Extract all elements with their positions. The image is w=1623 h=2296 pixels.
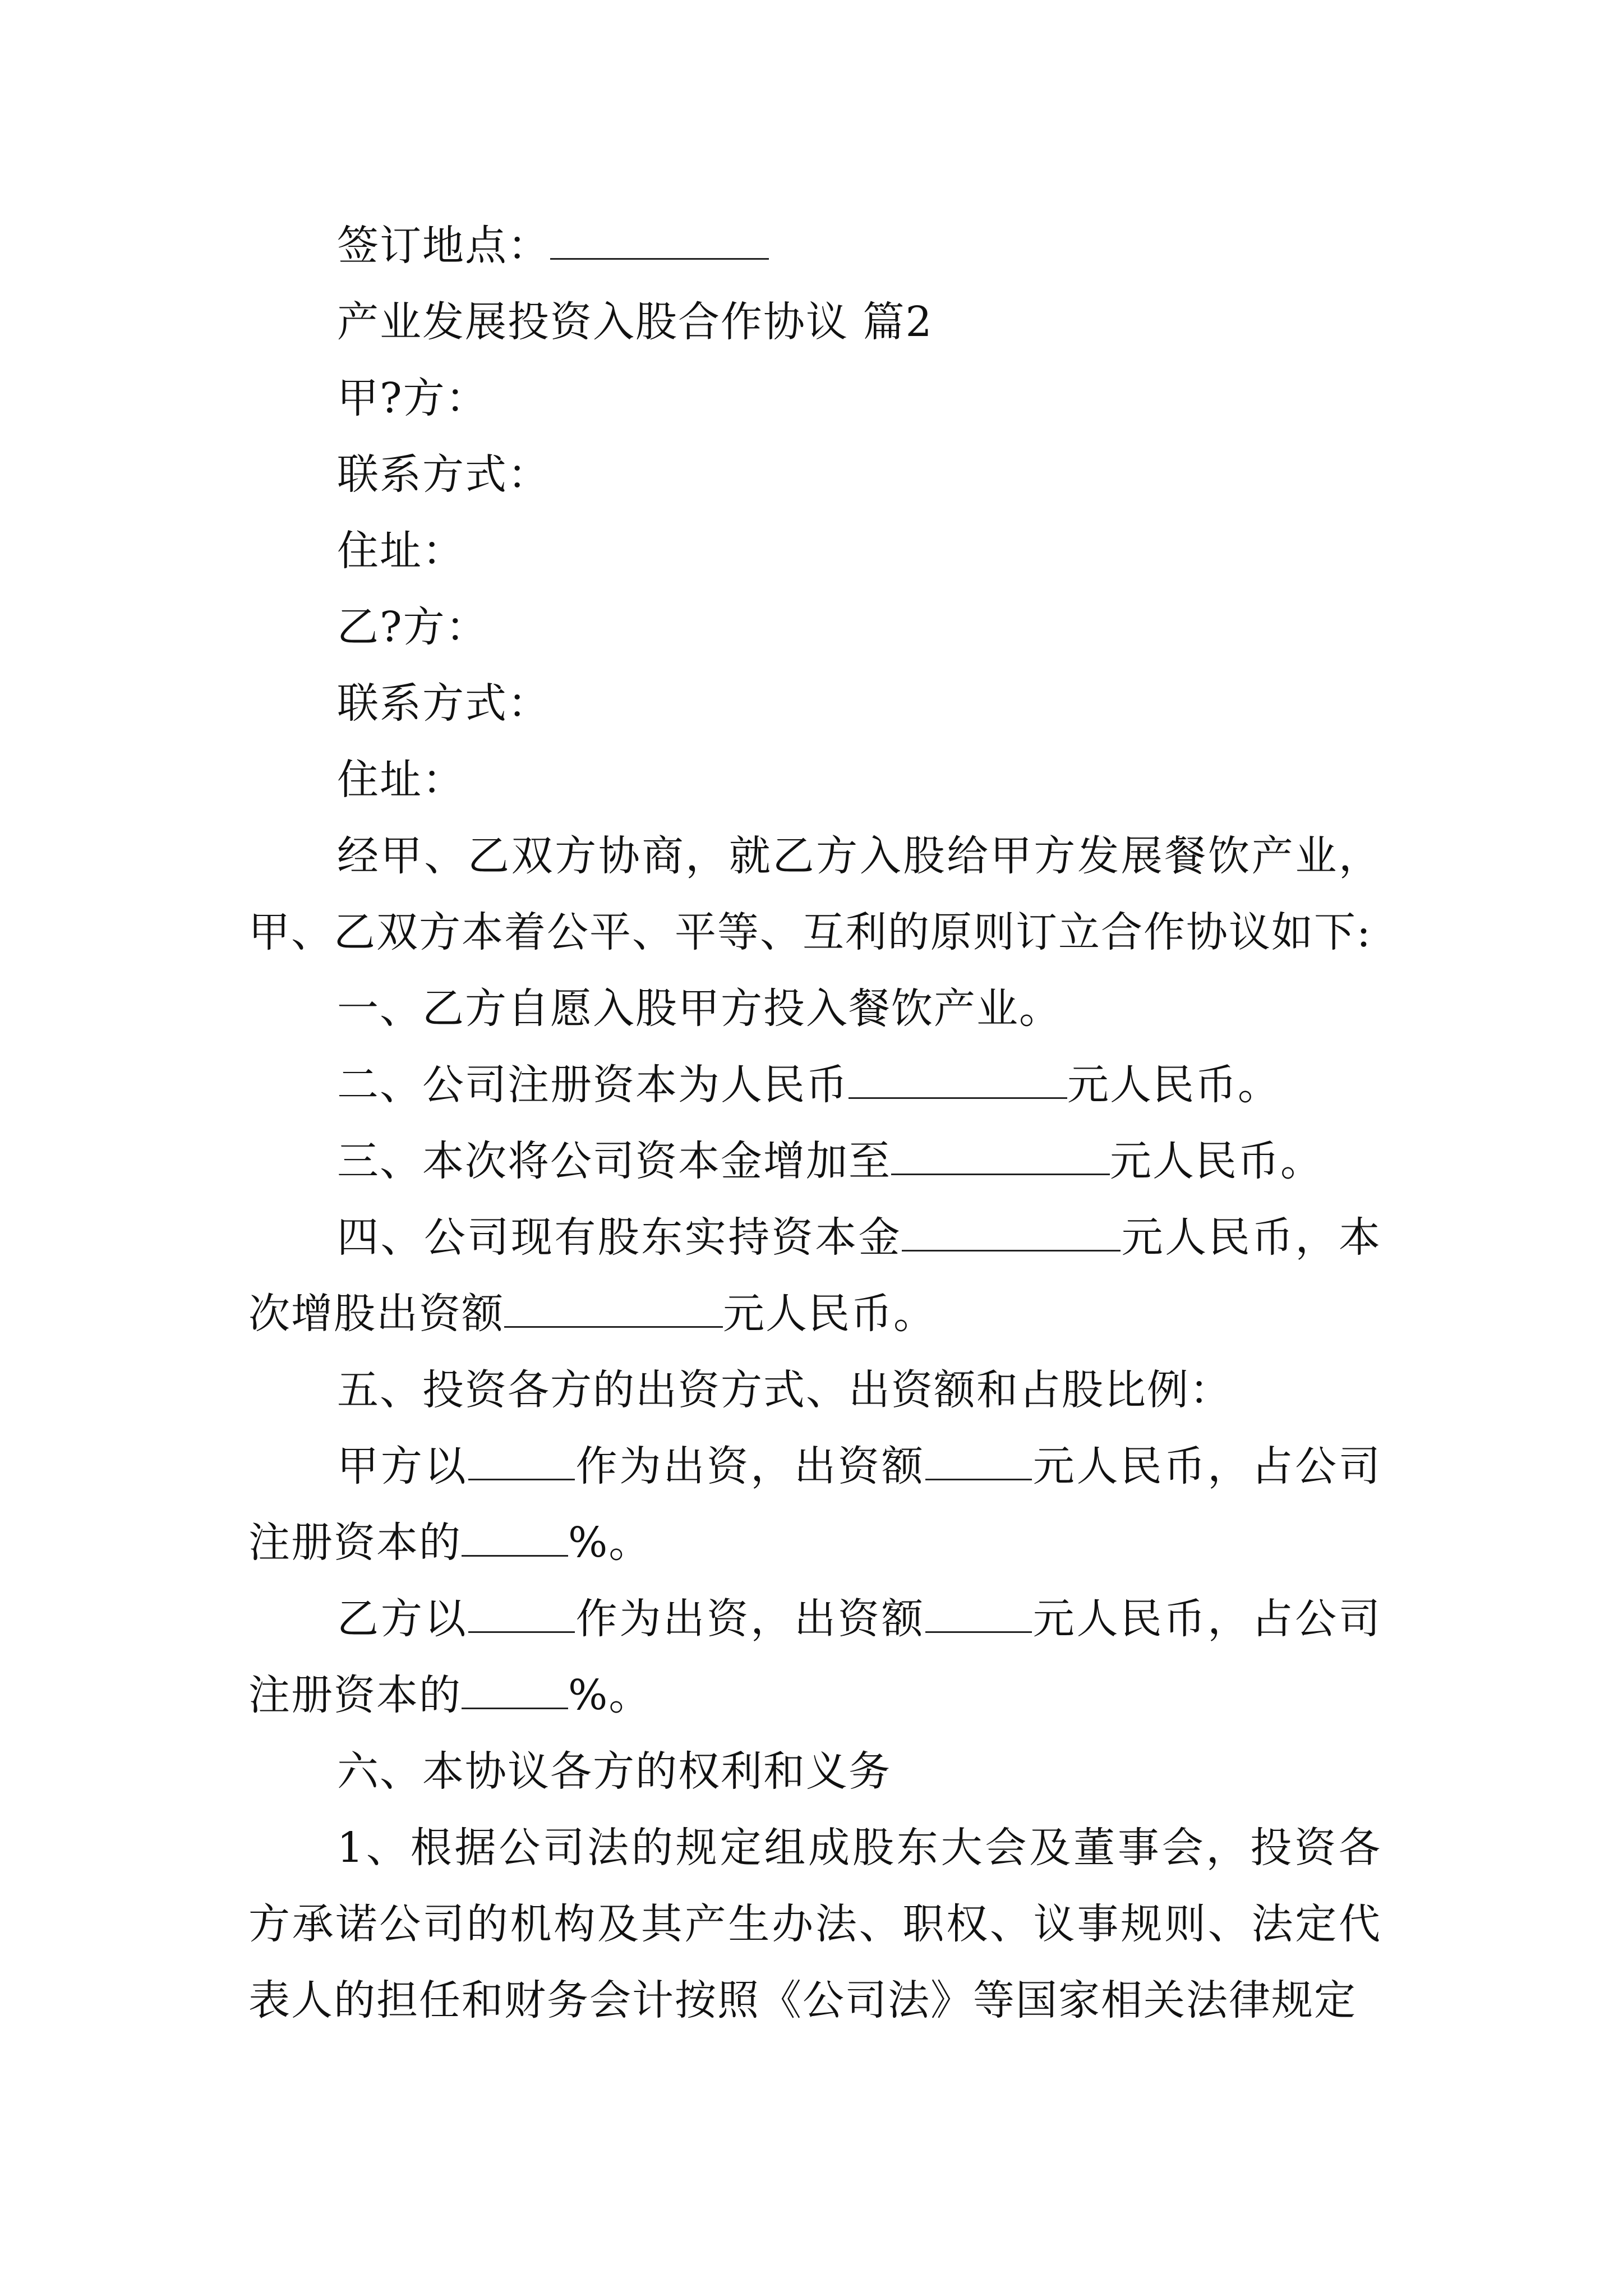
clause-4-blank-1 (902, 1216, 1121, 1251)
party-b-invest-method-blank (468, 1598, 575, 1633)
clause-4-text-a: 四、公司现有股东实持资本金 (337, 1213, 902, 1262)
intro-paragraph: 经甲、乙双方协商，就乙方入股给甲方发展餐饮产业，甲、乙双方本着公平、平等、互利的原则订立合作协议如下: (248, 832, 1381, 956)
party-a-contact-label: 联系方式： (337, 450, 550, 499)
clause-3 (248, 1123, 1381, 1199)
party-a-invest-percent-blank (462, 1521, 568, 1557)
party-a-invest-text-b: 作为出资，出资额 (574, 1442, 925, 1490)
party-a-address-label: 住址： (337, 527, 465, 575)
clause-2 (248, 1047, 1381, 1123)
party-b-invest-text-b: 作为出资，出资额 (574, 1595, 925, 1643)
party-a-label: 甲?方： (337, 374, 488, 422)
sign-place-line (248, 208, 1381, 284)
party-b-label: 乙?方： (337, 603, 488, 651)
party-b-invest-text-d: %。 (568, 1671, 652, 1719)
clause-4-text-b: 元人民币，本次增股出资额 (248, 1213, 1381, 1338)
sign-place-blank (550, 224, 769, 260)
party-b-investment (248, 1581, 1381, 1733)
clause-2-text-b: 元人民币。 (1067, 1061, 1280, 1109)
clause-4-text-c: 元人民币。 (723, 1290, 936, 1338)
clause-3-blank (891, 1140, 1110, 1175)
party-a-invest-method-blank (468, 1445, 575, 1480)
clause-3-text-b: 元人民币。 (1110, 1137, 1323, 1185)
clause-4 (248, 1199, 1381, 1352)
party-b-invest-text-c: 元人民币，占公司注册资本的 (248, 1595, 1382, 1719)
party-a-investment (248, 1428, 1381, 1581)
clause-6-1: 1、根据公司法的规定组成股东大会及董事会，投资各方承诺公司的机构及其产生办法、职权、议事规则、法定代表人的担任和财务会计按照《公司法》等国家相关法律规定 (248, 1824, 1381, 2024)
clause-6: 六、本协议各方的权利和义务 (337, 1747, 891, 1796)
clause-4-blank-2 (504, 1292, 723, 1328)
party-a-invest-text-a: 甲方以 (337, 1442, 468, 1490)
party-a-invest-text-d: %。 (568, 1519, 652, 1567)
clause-3-text-a: 三、本次将公司资本金增加至 (337, 1137, 891, 1185)
clause-5: 五、投资各方的出资方式、出资额和占股比例： (337, 1366, 1232, 1414)
party-b-invest-amount-blank (925, 1598, 1032, 1633)
clause-2-text-a: 二、公司注册资本为人民币 (337, 1061, 849, 1109)
party-a-invest-amount-blank (925, 1445, 1032, 1480)
sign-place-label: 签订地点： (337, 222, 550, 270)
section-title: 产业发展投资入股合作协议 篇2 (337, 298, 933, 346)
clause-1: 一、乙方自愿入股甲方投入餐饮产业。 (337, 984, 1062, 1033)
party-b-invest-percent-blank (462, 1674, 568, 1709)
document-body (248, 208, 1381, 2039)
party-b-address-label: 住址： (337, 756, 465, 804)
party-b-contact-label: 联系方式： (337, 679, 550, 728)
clause-2-blank (849, 1064, 1067, 1099)
party-b-invest-text-a: 乙方以 (337, 1595, 468, 1643)
party-a-invest-text-c: 元人民币，占公司注册资本的 (248, 1442, 1382, 1567)
